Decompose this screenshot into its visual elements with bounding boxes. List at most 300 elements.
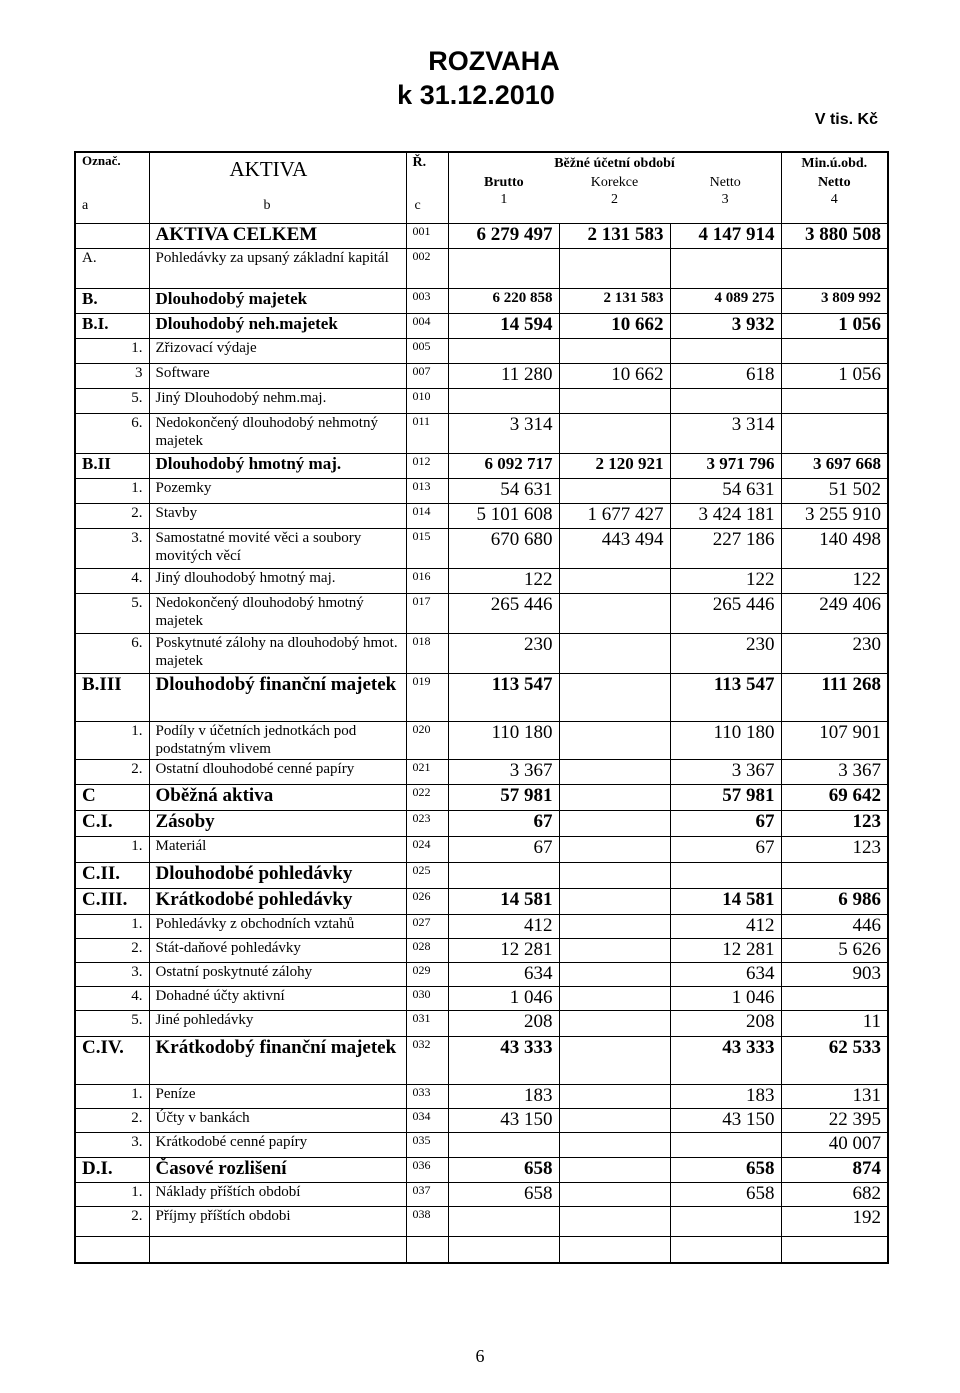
row-number: 005 — [406, 339, 448, 364]
row-brutto — [448, 249, 559, 289]
document-title: ROZVAHA — [428, 46, 560, 76]
header-n1: 1 — [500, 191, 508, 207]
row-oznac: B.III — [75, 674, 149, 722]
row-number: 019 — [406, 674, 448, 722]
row-label: Pohledávky za upsaný základní kapitál — [149, 249, 406, 289]
header-netto: Netto — [709, 174, 741, 190]
table-row — [75, 389, 888, 414]
row-netto-prev: 3 367 — [781, 760, 888, 785]
row-number: 031 — [406, 1011, 448, 1037]
row-oznac: 5. — [75, 594, 149, 634]
row-brutto: 208 — [448, 1011, 559, 1037]
table-row — [75, 939, 888, 963]
row-korekce — [559, 1011, 670, 1037]
row-korekce — [559, 249, 670, 289]
row-brutto — [448, 863, 559, 889]
header-n3: 3 — [721, 191, 729, 207]
row-oznac: 5. — [75, 1011, 149, 1037]
row-oznac: 3. — [75, 529, 149, 569]
header-netto-prev: Netto — [817, 174, 851, 190]
row-label: Nedokončený dlouhodobý nehmotný majetek — [149, 414, 406, 454]
row-number: 026 — [406, 889, 448, 915]
row-netto-prev: 1 056 — [781, 364, 888, 389]
row-korekce — [559, 785, 670, 811]
row-netto-prev — [781, 987, 888, 1011]
header-prev-period-cell — [781, 152, 888, 224]
row-netto-prev: 111 268 — [781, 674, 888, 722]
row-number: 020 — [406, 722, 448, 760]
row-korekce — [559, 1085, 670, 1109]
row-netto-prev: 69 642 — [781, 785, 888, 811]
row-netto-prev — [781, 389, 888, 414]
row-oznac: 1. — [75, 915, 149, 939]
row-korekce — [559, 987, 670, 1011]
row-number: 021 — [406, 760, 448, 785]
table-row — [75, 722, 888, 760]
table-row — [75, 454, 888, 479]
row-oznac: 3 — [75, 364, 149, 389]
row-label: Náklady příštích období — [149, 1183, 406, 1207]
row-number: 029 — [406, 963, 448, 987]
row-netto: 230 — [670, 634, 781, 674]
row-number: 028 — [406, 939, 448, 963]
row-number: 003 — [406, 289, 448, 314]
table-row — [75, 837, 888, 863]
row-netto-prev — [781, 863, 888, 889]
row-netto-prev: 3 880 508 — [781, 224, 888, 249]
row-korekce — [559, 569, 670, 594]
table-row — [75, 339, 888, 364]
header-oznac-cell — [75, 152, 149, 224]
row-brutto — [448, 1207, 559, 1237]
row-brutto: 658 — [448, 1158, 559, 1183]
row-brutto — [448, 1133, 559, 1158]
row-korekce: 10 662 — [559, 314, 670, 339]
row-label: Pozemky — [149, 479, 406, 504]
row-oznac: C.I. — [75, 811, 149, 837]
row-netto: 3 367 — [670, 760, 781, 785]
document-date: k 31.12.2010 — [397, 80, 555, 110]
table-row — [75, 504, 888, 529]
row-netto-prev: 40 007 — [781, 1133, 888, 1158]
row-netto: 412 — [670, 915, 781, 939]
table-row — [75, 479, 888, 504]
row-label: Ostatní dlouhodobé cenné papíry — [149, 760, 406, 785]
row-korekce: 10 662 — [559, 364, 670, 389]
row-oznac: 1. — [75, 1085, 149, 1109]
page-number: 6 — [475, 1346, 485, 1366]
row-netto-prev: 123 — [781, 837, 888, 863]
row-number: 027 — [406, 915, 448, 939]
row-netto-prev: 230 — [781, 634, 888, 674]
row-korekce: 443 494 — [559, 529, 670, 569]
row-number: 030 — [406, 987, 448, 1011]
table-row — [75, 674, 888, 722]
row-number: 037 — [406, 1183, 448, 1207]
row-netto-prev: 123 — [781, 811, 888, 837]
table-row — [75, 249, 888, 289]
table-row — [75, 760, 888, 785]
row-oznac: 1. — [75, 479, 149, 504]
row-netto-prev: 22 395 — [781, 1109, 888, 1133]
row-netto-prev: 3 809 992 — [781, 289, 888, 314]
row-brutto: 12 281 — [448, 939, 559, 963]
row-netto — [670, 1133, 781, 1158]
balance-sheet-table — [74, 151, 889, 1264]
row-label: Ostatní poskytnuté zálohy — [149, 963, 406, 987]
row-oznac: 2. — [75, 1109, 149, 1133]
row-number: 013 — [406, 479, 448, 504]
row-oznac: 1. — [75, 339, 149, 364]
row-netto: 14 581 — [670, 889, 781, 915]
header-b: b — [263, 198, 271, 214]
row-netto-prev: 682 — [781, 1183, 888, 1207]
row-label: Samostatné movité věci a soubory movitých věcí — [149, 529, 406, 569]
row-netto-prev — [781, 339, 888, 364]
row-korekce — [559, 811, 670, 837]
row-label: Oběžná aktiva — [149, 785, 406, 811]
row-oznac: 4. — [75, 569, 149, 594]
row-brutto: 183 — [448, 1085, 559, 1109]
row-netto-prev: 107 901 — [781, 722, 888, 760]
row-label: Poskytnuté zálohy na dlouhodobý hmot. majetek — [149, 634, 406, 674]
row-brutto: 265 446 — [448, 594, 559, 634]
header-c: c — [414, 198, 421, 214]
row-brutto: 658 — [448, 1183, 559, 1207]
row-oznac: C.III. — [75, 889, 149, 915]
header-oznac: Označ. — [82, 153, 121, 168]
row-netto-prev: 6 986 — [781, 889, 888, 915]
row-netto-prev: 446 — [781, 915, 888, 939]
row-number: 022 — [406, 785, 448, 811]
row-oznac: 2. — [75, 504, 149, 529]
table-row — [75, 963, 888, 987]
row-number: 018 — [406, 634, 448, 674]
table-row — [75, 1085, 888, 1109]
row-label: Dlouhodobý neh.majetek — [149, 314, 406, 339]
table-row — [75, 1109, 888, 1133]
row-korekce: 2 120 921 — [559, 454, 670, 479]
row-number: 016 — [406, 569, 448, 594]
row-number: 010 — [406, 389, 448, 414]
row-netto-prev: 51 502 — [781, 479, 888, 504]
row-brutto — [448, 339, 559, 364]
table-row — [75, 364, 888, 389]
row-label: Účty v bankách — [149, 1109, 406, 1133]
row-netto — [670, 339, 781, 364]
row-korekce — [559, 722, 670, 760]
row-netto: 57 981 — [670, 785, 781, 811]
table-row — [75, 863, 888, 889]
row-number: 024 — [406, 837, 448, 863]
row-brutto: 670 680 — [448, 529, 559, 569]
row-label: Nedokončený dlouhodobý hmotný majetek — [149, 594, 406, 634]
table-row — [75, 889, 888, 915]
row-number: 036 — [406, 1158, 448, 1183]
row-number: 038 — [406, 1207, 448, 1237]
row-label: Časové rozlišení — [149, 1158, 406, 1183]
row-netto-prev: 62 533 — [781, 1037, 888, 1085]
row-number: 012 — [406, 454, 448, 479]
row-netto: 43 150 — [670, 1109, 781, 1133]
row-netto-prev: 140 498 — [781, 529, 888, 569]
row-netto: 208 — [670, 1011, 781, 1037]
row-oznac: B.II — [75, 454, 149, 479]
row-netto-prev: 874 — [781, 1158, 888, 1183]
table-row — [75, 987, 888, 1011]
row-number: 034 — [406, 1109, 448, 1133]
row-netto-prev: 131 — [781, 1085, 888, 1109]
row-korekce — [559, 963, 670, 987]
table-row — [75, 1183, 888, 1207]
row-korekce — [559, 479, 670, 504]
row-netto-prev: 3 697 668 — [781, 454, 888, 479]
row-netto-prev — [781, 249, 888, 289]
row-oznac: A. — [75, 249, 149, 289]
row-netto: 3 971 796 — [670, 454, 781, 479]
header-brutto: Brutto — [484, 174, 524, 190]
row-brutto: 14 581 — [448, 889, 559, 915]
row-brutto: 5 101 608 — [448, 504, 559, 529]
row-number: 033 — [406, 1085, 448, 1109]
row-label: Dohadné účty aktivní — [149, 987, 406, 1011]
row-netto: 122 — [670, 569, 781, 594]
row-brutto: 1 046 — [448, 987, 559, 1011]
row-korekce — [559, 414, 670, 454]
row-netto: 113 547 — [670, 674, 781, 722]
header-current-period: Běžné účetní období — [554, 156, 675, 171]
row-brutto: 6 092 717 — [448, 454, 559, 479]
row-brutto: 67 — [448, 811, 559, 837]
row-netto: 618 — [670, 364, 781, 389]
row-label: Stavby — [149, 504, 406, 529]
row-oznac: C.II. — [75, 863, 149, 889]
row-brutto: 54 631 — [448, 479, 559, 504]
row-brutto — [448, 389, 559, 414]
row-korekce — [559, 1109, 670, 1133]
row-brutto: 43 333 — [448, 1037, 559, 1085]
row-netto: 4 147 914 — [670, 224, 781, 249]
row-netto: 4 089 275 — [670, 289, 781, 314]
table-row — [75, 811, 888, 837]
row-netto: 658 — [670, 1158, 781, 1183]
row-oznac: 1. — [75, 722, 149, 760]
header-r-cell — [406, 152, 448, 224]
table-row — [75, 289, 888, 314]
row-korekce — [559, 915, 670, 939]
row-label: Pohledávky z obchodních vztahů — [149, 915, 406, 939]
row-netto: 67 — [670, 837, 781, 863]
table-row — [75, 529, 888, 569]
row-korekce — [559, 1183, 670, 1207]
table-row — [75, 634, 888, 674]
row-label: Krátkodobé cenné papíry — [149, 1133, 406, 1158]
row-label: Stát-daňové pohledávky — [149, 939, 406, 963]
row-netto — [670, 863, 781, 889]
row-korekce — [559, 1158, 670, 1183]
row-oznac: B. — [75, 289, 149, 314]
row-label: Jiné pohledávky — [149, 1011, 406, 1037]
row-label: Jiný dlouhodobý hmotný maj. — [149, 569, 406, 594]
row-netto: 1 046 — [670, 987, 781, 1011]
header-aktiva: AKTIVA — [229, 157, 308, 181]
row-brutto: 3 367 — [448, 760, 559, 785]
row-oznac — [75, 224, 149, 249]
header-r: Ř. — [412, 155, 427, 170]
table-row — [75, 1011, 888, 1037]
row-netto-prev: 122 — [781, 569, 888, 594]
table-filler-row — [75, 1237, 888, 1263]
table-row — [75, 1158, 888, 1183]
row-brutto: 122 — [448, 569, 559, 594]
row-netto: 634 — [670, 963, 781, 987]
row-netto: 3 932 — [670, 314, 781, 339]
row-label: Dlouhodobý majetek — [149, 289, 406, 314]
row-netto: 183 — [670, 1085, 781, 1109]
row-number: 011 — [406, 414, 448, 454]
row-netto: 110 180 — [670, 722, 781, 760]
row-netto: 3 424 181 — [670, 504, 781, 529]
row-brutto: 230 — [448, 634, 559, 674]
row-korekce — [559, 889, 670, 915]
row-oznac: 2. — [75, 1207, 149, 1237]
table-row — [75, 915, 888, 939]
row-oznac: D.I. — [75, 1158, 149, 1183]
row-number: 035 — [406, 1133, 448, 1158]
row-korekce — [559, 594, 670, 634]
row-korekce — [559, 1207, 670, 1237]
row-brutto: 6 279 497 — [448, 224, 559, 249]
header-n2: 2 — [611, 191, 618, 207]
header-prev-period: Min.ú.obd. — [801, 156, 868, 171]
row-number: 025 — [406, 863, 448, 889]
row-label: Dlouhodobé pohledávky — [149, 863, 406, 889]
row-netto: 12 281 — [670, 939, 781, 963]
table-row — [75, 1037, 888, 1085]
row-netto-prev: 1 056 — [781, 314, 888, 339]
header-a: a — [82, 198, 89, 214]
row-netto-prev: 249 406 — [781, 594, 888, 634]
row-brutto: 43 150 — [448, 1109, 559, 1133]
row-netto-prev: 5 626 — [781, 939, 888, 963]
table-row — [75, 314, 888, 339]
header-current-period-cell — [448, 152, 781, 224]
row-brutto: 67 — [448, 837, 559, 863]
row-korekce — [559, 1133, 670, 1158]
row-label: AKTIVA CELKEM — [149, 224, 406, 249]
row-oznac: C.IV. — [75, 1037, 149, 1085]
row-korekce — [559, 837, 670, 863]
row-korekce: 2 131 583 — [559, 289, 670, 314]
row-number: 014 — [406, 504, 448, 529]
row-number: 023 — [406, 811, 448, 837]
row-label: Dlouhodobý finanční majetek — [149, 674, 406, 722]
table-row — [75, 569, 888, 594]
table-row — [75, 1133, 888, 1158]
row-oznac: 6. — [75, 634, 149, 674]
row-korekce: 1 677 427 — [559, 504, 670, 529]
row-oznac: B.I. — [75, 314, 149, 339]
row-label: Zřizovací výdaje — [149, 339, 406, 364]
row-brutto: 113 547 — [448, 674, 559, 722]
table-row — [75, 594, 888, 634]
table-header-row — [75, 152, 888, 224]
row-oznac: C — [75, 785, 149, 811]
row-oznac: 1. — [75, 837, 149, 863]
row-korekce — [559, 1037, 670, 1085]
row-netto-prev: 3 255 910 — [781, 504, 888, 529]
row-number: 001 — [406, 224, 448, 249]
header-n4: 4 — [830, 191, 838, 207]
row-brutto: 3 314 — [448, 414, 559, 454]
row-netto: 43 333 — [670, 1037, 781, 1085]
row-korekce: 2 131 583 — [559, 224, 670, 249]
row-label: Zásoby — [149, 811, 406, 837]
row-number: 004 — [406, 314, 448, 339]
row-oznac: 3. — [75, 1133, 149, 1158]
row-oznac: 2. — [75, 939, 149, 963]
row-oznac: 6. — [75, 414, 149, 454]
table-row — [75, 785, 888, 811]
row-number: 007 — [406, 364, 448, 389]
table-row — [75, 1207, 888, 1237]
row-netto: 3 314 — [670, 414, 781, 454]
row-label: Materiál — [149, 837, 406, 863]
row-korekce — [559, 939, 670, 963]
row-netto: 227 186 — [670, 529, 781, 569]
row-brutto: 57 981 — [448, 785, 559, 811]
row-netto — [670, 249, 781, 289]
row-netto-prev: 192 — [781, 1207, 888, 1237]
row-brutto: 634 — [448, 963, 559, 987]
row-label: Jiný Dlouhodobý nehm.maj. — [149, 389, 406, 414]
row-netto: 658 — [670, 1183, 781, 1207]
row-number: 032 — [406, 1037, 448, 1085]
row-korekce — [559, 389, 670, 414]
row-label: Dlouhodobý hmotný maj. — [149, 454, 406, 479]
row-korekce — [559, 863, 670, 889]
row-brutto: 6 220 858 — [448, 289, 559, 314]
row-korekce — [559, 674, 670, 722]
row-label: Podíly v účetních jednotkách pod podstatným vlivem — [149, 722, 406, 760]
row-netto: 67 — [670, 811, 781, 837]
table-row — [75, 224, 888, 249]
row-oznac: 3. — [75, 963, 149, 987]
row-oznac: 5. — [75, 389, 149, 414]
row-netto-prev: 903 — [781, 963, 888, 987]
row-label: Příjmy příštích obdobi — [149, 1207, 406, 1237]
row-netto — [670, 389, 781, 414]
unit-label: V tis. Kč — [814, 111, 878, 128]
header-aktiva-cell — [149, 152, 406, 224]
row-label: Peníze — [149, 1085, 406, 1109]
row-brutto: 14 594 — [448, 314, 559, 339]
row-netto: 265 446 — [670, 594, 781, 634]
row-brutto: 412 — [448, 915, 559, 939]
table-row — [75, 414, 888, 454]
row-brutto: 11 280 — [448, 364, 559, 389]
row-label: Krátkodobé pohledávky — [149, 889, 406, 915]
row-netto-prev — [781, 414, 888, 454]
row-number: 002 — [406, 249, 448, 289]
row-oznac: 1. — [75, 1183, 149, 1207]
row-label: Krátkodobý finanční majetek — [149, 1037, 406, 1085]
row-netto-prev: 11 — [781, 1011, 888, 1037]
row-netto — [670, 1207, 781, 1237]
row-label: Software — [149, 364, 406, 389]
header-korekce: Korekce — [590, 174, 639, 190]
row-netto: 54 631 — [670, 479, 781, 504]
